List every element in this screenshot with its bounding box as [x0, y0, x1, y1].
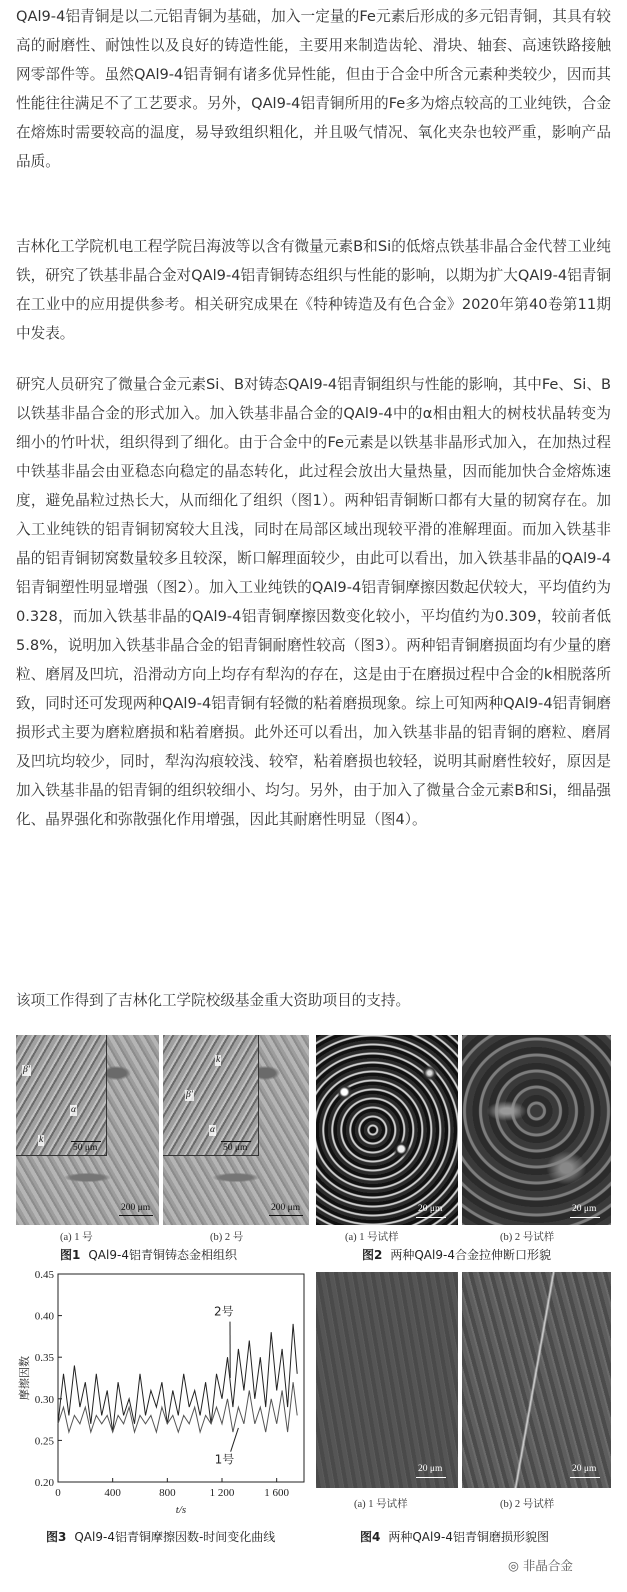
fig3-caption-text: QAl9-4铝青铜摩擦因数-时间变化曲线 [74, 1530, 276, 1544]
chart-axes [58, 1274, 304, 1482]
x-tick-label: 400 [104, 1487, 121, 1499]
fig1-panel-b-micrograph [163, 1035, 309, 1225]
paragraph-funding: 该项工作得到了吉林化工学院校级基金重大资助项目的支持。 [16, 992, 411, 1009]
scale-bar-inset [71, 1141, 101, 1142]
fig1-caption [60, 1246, 237, 1263]
fig2-panel-a-fractograph [316, 1035, 458, 1225]
x-tick-label: 1 200 [209, 1487, 235, 1499]
phase-label-beta: β' [186, 1090, 193, 1100]
scale-text-inset: 50 μm [223, 1143, 248, 1153]
y-tick-label: 0.45 [34, 1269, 54, 1281]
wechat-icon: ◎ [508, 1558, 523, 1573]
fig4-caption-text: 两种QAl9-4铝青铜磨损形貌图 [388, 1530, 549, 1544]
x-axis-label: t/s [175, 1504, 187, 1516]
scale-bar-main [119, 1215, 153, 1216]
fig4-caption [360, 1528, 549, 1545]
fig4-panel-a-worn-surface [316, 1272, 458, 1488]
scale-bar-main [269, 1215, 303, 1216]
fig1-panel-a-micrograph [16, 1035, 159, 1225]
scale-bar-inset [221, 1141, 251, 1142]
scale-text-main: 200 μm [271, 1203, 301, 1213]
watermark-text: 非晶合金 [522, 1558, 573, 1573]
scale-bar [416, 1217, 446, 1218]
fig2-caption-text: 两种QAl9-4合金拉伸断口形貌 [390, 1248, 551, 1262]
y-tick-label: 0.30 [34, 1393, 54, 1406]
fig4-sublabel-b: (b) 2 号试样 [500, 1499, 555, 1510]
chart-series [58, 1324, 297, 1432]
paragraph-findings: 研究人员研究了微量合金元素Si、B对铸态QAl9-4铝青铜组织与性能的影响，其中Fe、Si、B以铁基非晶合金的形式加入。加入铁基非晶合金的QAl9-4中的α相由粗大的树枝状晶转变为细小的竹叶状，组织得到了细化。由于合金中的Fe元素是以铁基非晶形式加入，在加热过程中铁基非晶会由亚稳态向稳定的晶态转化，此过程会放出大量热量，因而能加快合金熔炼速度，避免晶粒过热长大，从而细化了组织（图1）。两种铝青铜断口都有大量的韧窝存在。加入工业纯铁的铝青铜韧窝较大且浅，同时在局部区域出现较平滑的准解理面。而加入铁基非晶的铝青铜韧窝数量较多且较深，断口解理面较少，由此可以看出，加入铁基非晶的QAl9-4铝青铜塑性明显增强（图2）。加入工业纯铁的QAl9-4铝青铜摩擦因数起伏较大，平均值约为0.328，而加入铁基非晶的QAl9-4铝青铜摩擦因数变化较小，平均值约为0.309，较前者低5.8%，说明加入铁基非晶合金的铝青铜耐磨性较高（图3）。两种铝青铜磨损面均有少量的磨粒、磨屑及凹坑，沿滑动方向上均存有犁沟的存在，这是由于在磨损过程中合金的k相脱落所致，同时还可发现两种QAl9-4铝青铜有轻微的粘着磨损现象。综上可知两种QAl9-4铝青铜磨损形式主要为磨粒磨损和粘着磨损。此外还可以看出，加入铁基非晶的铝青铜的磨粒、磨屑及凹坑均较少，同时，犁沟沟痕较浅、较窄，粘着磨损也较轻，说明其耐磨性较好，原因是加入铁基非晶的铝青铜的组织较细小、均匀。另外，由于加入了微量合金元素B和Si，细晶强化、晶界强化和弥散强化作用增强，因此其耐磨性明显（图4）。 [16, 376, 611, 828]
fig3-caption-number: 图3 [46, 1530, 67, 1544]
x-tick-label: 1 600 [264, 1487, 290, 1499]
scale-text: 20 μm [418, 1464, 443, 1474]
y-tick-label: 0.20 [34, 1477, 54, 1489]
y-tick-label: 0.35 [34, 1352, 54, 1365]
x-tick-label: 0 [55, 1487, 61, 1499]
scale-bar [570, 1217, 600, 1218]
phase-label-alpha: α [210, 1125, 215, 1135]
y-axis-label: 摩擦因数 [18, 1356, 31, 1400]
fig1-panel-b-inset [163, 1035, 259, 1156]
phase-label-k: k [39, 1135, 44, 1145]
y-tick-label: 0.40 [34, 1310, 54, 1323]
fig1-sublabel-a: (a) 1 号 [60, 1232, 93, 1243]
phase-label-beta: β' [23, 1065, 30, 1075]
phase-label-alpha: α [71, 1105, 76, 1115]
scale-bar [570, 1477, 600, 1478]
scale-bar [416, 1477, 446, 1478]
fig2-sublabel-a: (a) 1 号试样 [345, 1232, 399, 1243]
y-tick-label: 0.25 [34, 1435, 54, 1448]
fig4-caption-number: 图4 [360, 1530, 381, 1544]
fig1-sublabel-b: (b) 2 号 [210, 1232, 244, 1243]
fig2-sublabel-b: (b) 2 号试样 [500, 1232, 555, 1243]
plot-frame [58, 1274, 304, 1482]
scale-text: 20 μm [572, 1204, 597, 1214]
paragraph-intro: QAl9-4铝青铜是以二元铝青铜为基础，加入一定量的Fe元素后形成的多元铝青铜，其具有较高的耐磨性、耐蚀性以及良好的铸造性能，主要用来制造齿轮、滑块、轴套、高速铁路接触网零部件等。虽然QAl9-4铝青铜有诸多优异性能，但由于合金中所含元素种类较少，因而其性能往往满足不了工艺要求。另外，QAl9-4铝青铜所用的Fe多为熔点较高的工业纯铁，合金在熔炼时需要较高的温度，易导致组织粗化，并且吸气情况、氧化夹杂也较严重，影响产品品质。 [16, 8, 611, 170]
series-line-2 [58, 1382, 297, 1432]
fig2-caption-number: 图2 [362, 1248, 383, 1262]
scale-text-main: 200 μm [121, 1203, 151, 1213]
fig2-caption [362, 1246, 551, 1263]
fig3-caption [46, 1528, 275, 1545]
fig2-panel-b-fractograph [462, 1035, 611, 1225]
series-1-leader [231, 1428, 239, 1452]
series-1-label: 1号 [214, 1452, 235, 1467]
fig1-caption-text: QAl9-4铝青铜铸态金相组织 [88, 1248, 237, 1262]
fig1-caption-number: 图1 [60, 1248, 81, 1262]
fig3-friction-chart [16, 1268, 308, 1518]
phase-label-k: k [216, 1055, 221, 1065]
fig4-sublabel-a: (a) 1 号试样 [354, 1499, 408, 1510]
paragraph-research-source: 吉林化工学院机电工程学院吕海波等以含有微量元素B和Si的低熔点铁基非晶合金代替工业纯铁，研究了铁基非晶合金对QAl9-4铝青铜铸态组织与性能的影响，以期为扩大QAl9-4铝青铜在工业中的应用提供参考。相关研究成果在《特种铸造及有色合金》2020年第40卷第11期中发表。 [16, 238, 611, 342]
scale-text: 20 μm [418, 1204, 443, 1214]
x-tick-label: 800 [159, 1487, 176, 1499]
series-line-1 [58, 1324, 297, 1432]
series-2-label: 2号 [214, 1304, 234, 1319]
watermark [508, 1556, 573, 1574]
fig4-panel-b-worn-surface [462, 1272, 611, 1488]
scale-text-inset: 50 μm [73, 1143, 98, 1153]
fig1-panel-a-inset [16, 1035, 107, 1156]
scale-text: 20 μm [572, 1464, 597, 1474]
